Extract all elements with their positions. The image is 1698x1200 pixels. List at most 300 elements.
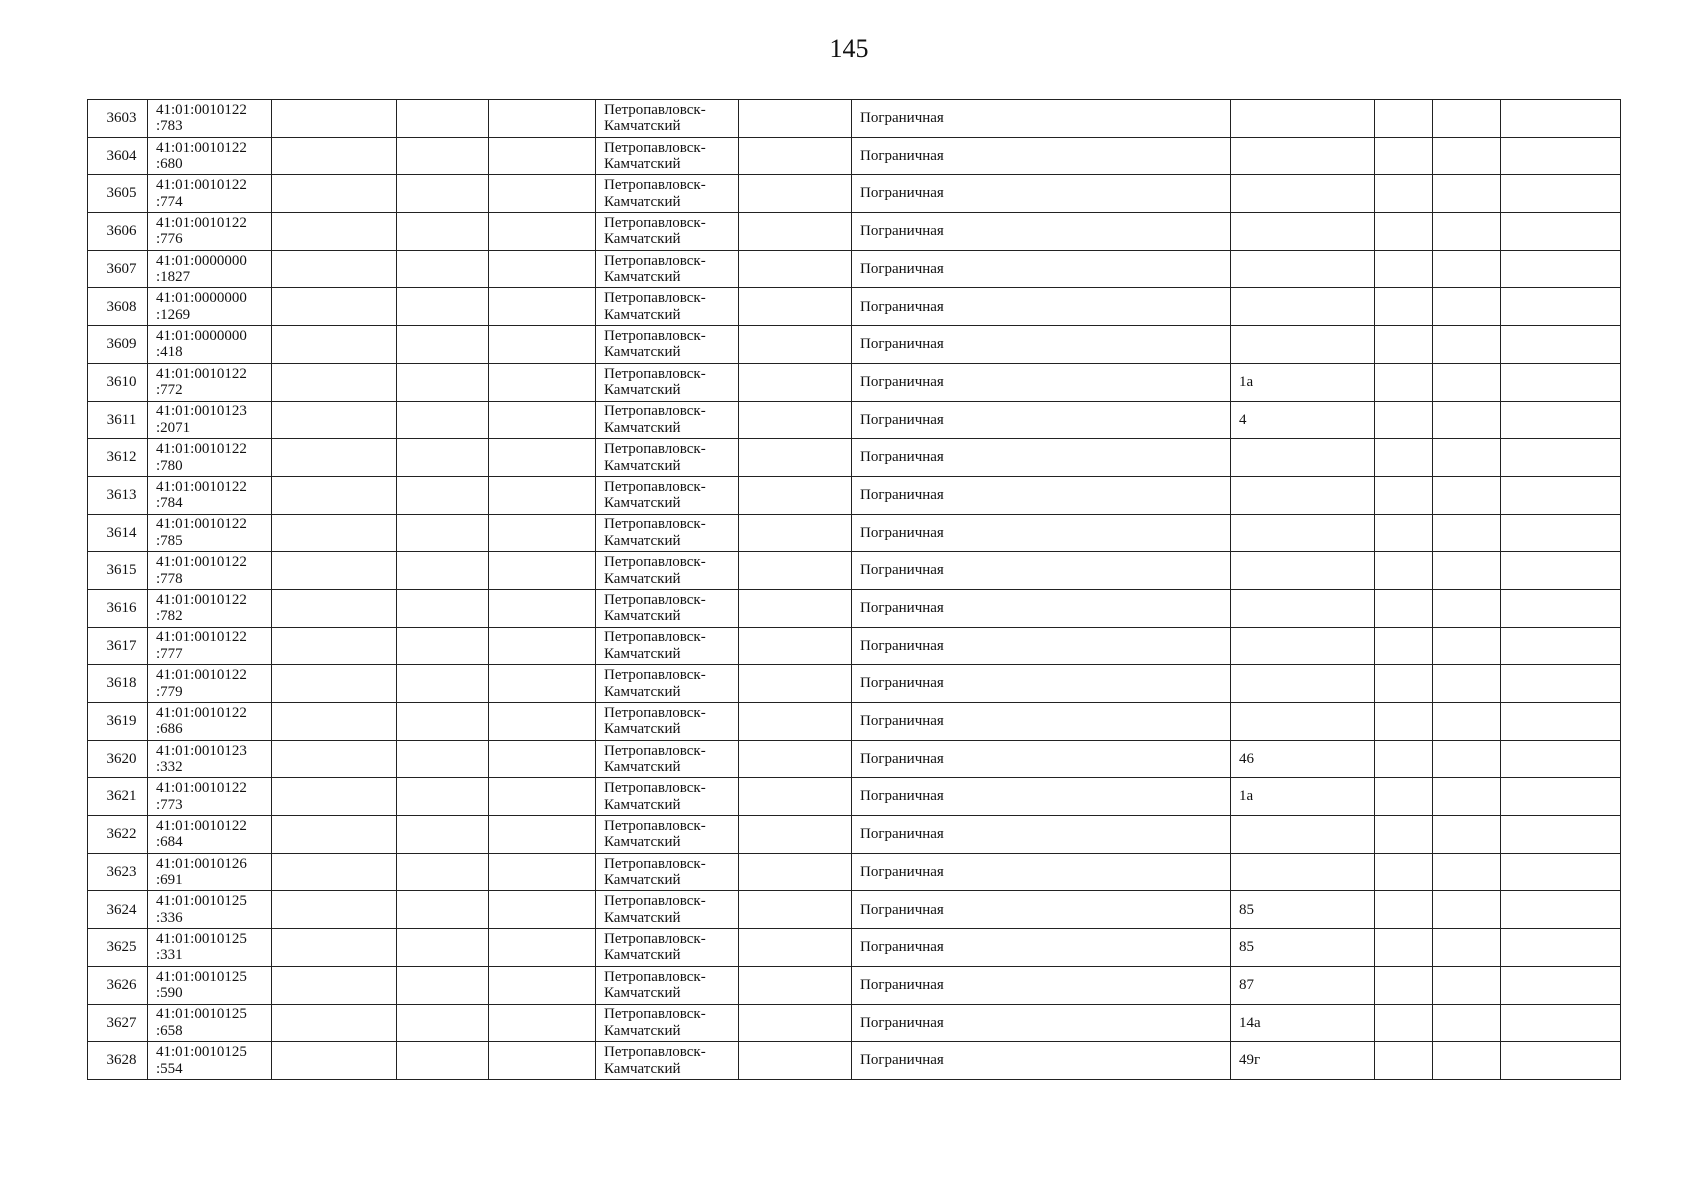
table-row [88, 100, 1621, 138]
row-number-cell: 3621 [88, 778, 148, 816]
table-row [88, 250, 1621, 288]
house-number-cell [1231, 627, 1375, 665]
empty-cell [489, 476, 596, 514]
city-line2: Камчатский [604, 834, 681, 851]
city-line1: Петропавловск- [604, 780, 706, 797]
city-line1: Петропавловск- [604, 704, 706, 721]
table-row [88, 966, 1621, 1004]
city-line1: Петропавловск- [604, 629, 706, 646]
empty-cell [272, 1042, 397, 1080]
empty-cell [1375, 1042, 1433, 1080]
empty-cell [1501, 363, 1621, 401]
empty-cell [272, 100, 397, 138]
empty-cell [1375, 703, 1433, 741]
street-cell: Пограничная [852, 816, 1231, 854]
city-cell [596, 175, 739, 213]
empty-cell [1501, 740, 1621, 778]
city-cell [596, 514, 739, 552]
empty-cell [397, 665, 489, 703]
city-cell [596, 966, 739, 1004]
city-line2: Камчатский [604, 909, 681, 926]
row-number-cell: 3628 [88, 1042, 148, 1080]
empty-cell [739, 665, 852, 703]
cadastral-number-cell [148, 665, 272, 703]
table-row [88, 665, 1621, 703]
city-cell [596, 476, 739, 514]
cadastral-number-part1: 41:01:0010123 [156, 742, 247, 759]
cadastral-number-cell [148, 213, 272, 251]
cadastral-number-part2: :686 [156, 721, 183, 738]
empty-cell [1501, 326, 1621, 364]
empty-cell [1433, 891, 1501, 929]
empty-cell [739, 363, 852, 401]
row-number-cell: 3624 [88, 891, 148, 929]
empty-cell [272, 589, 397, 627]
empty-cell [739, 703, 852, 741]
empty-cell [489, 1042, 596, 1080]
city-line2: Камчатский [604, 683, 681, 700]
table-row [88, 703, 1621, 741]
empty-cell [489, 929, 596, 967]
empty-cell [489, 740, 596, 778]
row-number-cell: 3603 [88, 100, 148, 138]
empty-cell [397, 966, 489, 1004]
empty-cell [1501, 853, 1621, 891]
cadastral-number-cell [148, 100, 272, 138]
empty-cell [397, 740, 489, 778]
empty-cell [272, 665, 397, 703]
row-number-cell: 3605 [88, 175, 148, 213]
house-number-cell [1231, 476, 1375, 514]
street-cell: Пограничная [852, 1004, 1231, 1042]
cadastral-number-part2: :332 [156, 759, 183, 776]
street-cell: Пограничная [852, 363, 1231, 401]
empty-cell [1433, 1042, 1501, 1080]
street-cell: Пограничная [852, 213, 1231, 251]
empty-cell [739, 288, 852, 326]
city-cell [596, 250, 739, 288]
street-cell: Пограничная [852, 288, 1231, 326]
empty-cell [739, 1042, 852, 1080]
house-number-cell [1231, 439, 1375, 477]
empty-cell [272, 476, 397, 514]
table-row [88, 514, 1621, 552]
empty-cell [489, 363, 596, 401]
empty-cell [397, 627, 489, 665]
city-line1: Петропавловск- [604, 177, 706, 194]
cadastral-number-cell [148, 740, 272, 778]
city-line2: Камчатский [604, 193, 681, 210]
row-number-cell: 3615 [88, 552, 148, 590]
city-line1: Петропавловск- [604, 101, 706, 118]
empty-cell [1501, 476, 1621, 514]
city-line1: Петропавловск- [604, 893, 706, 910]
table-row [88, 778, 1621, 816]
empty-cell [397, 853, 489, 891]
empty-cell [489, 891, 596, 929]
city-line1: Петропавловск- [604, 591, 706, 608]
cadastral-number-cell [148, 514, 272, 552]
empty-cell [1433, 929, 1501, 967]
empty-cell [1433, 627, 1501, 665]
empty-cell [1375, 589, 1433, 627]
cadastral-number-cell [148, 401, 272, 439]
cadastral-number-part1: 41:01:0010122 [156, 780, 247, 797]
empty-cell [1433, 137, 1501, 175]
cadastral-number-cell [148, 853, 272, 891]
cadastral-number-part1: 41:01:0010122 [156, 554, 247, 571]
cadastral-number-cell [148, 363, 272, 401]
row-number-cell: 3618 [88, 665, 148, 703]
house-number-cell [1231, 552, 1375, 590]
empty-cell [1501, 929, 1621, 967]
empty-cell [1501, 137, 1621, 175]
empty-cell [272, 288, 397, 326]
empty-cell [489, 966, 596, 1004]
empty-cell [1375, 250, 1433, 288]
house-number-cell [1231, 816, 1375, 854]
empty-cell [397, 589, 489, 627]
empty-cell [272, 891, 397, 929]
street-cell: Пограничная [852, 514, 1231, 552]
cadastral-number-cell [148, 589, 272, 627]
city-line1: Петропавловск- [604, 1006, 706, 1023]
row-number-cell: 3612 [88, 439, 148, 477]
cadastral-number-cell [148, 250, 272, 288]
city-cell [596, 401, 739, 439]
empty-cell [1375, 326, 1433, 364]
empty-cell [489, 552, 596, 590]
street-cell: Пограничная [852, 665, 1231, 703]
city-cell [596, 439, 739, 477]
city-line2: Камчатский [604, 872, 681, 889]
empty-cell [1501, 1004, 1621, 1042]
empty-cell [1375, 363, 1433, 401]
cadastral-number-cell [148, 1042, 272, 1080]
city-cell [596, 703, 739, 741]
empty-cell [1433, 100, 1501, 138]
cadastral-number-part2: :782 [156, 608, 183, 625]
house-number-cell: 1а [1231, 363, 1375, 401]
empty-cell [1375, 288, 1433, 326]
empty-cell [1375, 627, 1433, 665]
table-row [88, 288, 1621, 326]
city-line1: Петропавловск- [604, 327, 706, 344]
empty-cell [397, 439, 489, 477]
row-number-cell: 3611 [88, 401, 148, 439]
empty-cell [489, 589, 596, 627]
street-cell: Пограничная [852, 740, 1231, 778]
empty-cell [1433, 476, 1501, 514]
empty-cell [397, 514, 489, 552]
cadastral-number-part1: 41:01:0010122 [156, 667, 247, 684]
cadastral-number-part2: :691 [156, 872, 183, 889]
empty-cell [1433, 589, 1501, 627]
cadastral-number-part2: :331 [156, 947, 183, 964]
street-cell: Пограничная [852, 250, 1231, 288]
empty-cell [397, 288, 489, 326]
house-number-cell [1231, 589, 1375, 627]
cadastral-number-cell [148, 288, 272, 326]
empty-cell [272, 401, 397, 439]
city-cell [596, 665, 739, 703]
empty-cell [739, 213, 852, 251]
house-number-cell [1231, 853, 1375, 891]
house-number-cell: 49г [1231, 1042, 1375, 1080]
house-number-cell [1231, 288, 1375, 326]
city-line2: Камчатский [604, 985, 681, 1002]
city-line1: Петропавловск- [604, 667, 706, 684]
table-row [88, 401, 1621, 439]
empty-cell [397, 891, 489, 929]
empty-cell [1375, 929, 1433, 967]
empty-cell [1501, 966, 1621, 1004]
cadastral-number-part2: :776 [156, 231, 183, 248]
city-line1: Петропавловск- [604, 290, 706, 307]
house-number-cell [1231, 213, 1375, 251]
cadastral-number-part2: :590 [156, 985, 183, 1002]
row-number-cell: 3626 [88, 966, 148, 1004]
city-line1: Петропавловск- [604, 742, 706, 759]
cadastral-number-part1: 41:01:0010122 [156, 478, 247, 495]
table-row [88, 363, 1621, 401]
empty-cell [739, 589, 852, 627]
cadastral-number-part1: 41:01:0010125 [156, 968, 247, 985]
empty-cell [1501, 213, 1621, 251]
empty-cell [739, 401, 852, 439]
cadastral-number-part1: 41:01:0000000 [156, 290, 247, 307]
empty-cell [1501, 250, 1621, 288]
house-number-cell [1231, 665, 1375, 703]
empty-cell [1501, 175, 1621, 213]
city-line1: Петропавловск- [604, 1044, 706, 1061]
row-number-cell: 3613 [88, 476, 148, 514]
city-line2: Камчатский [604, 457, 681, 474]
empty-cell [489, 439, 596, 477]
row-number-cell: 3606 [88, 213, 148, 251]
empty-cell [1433, 816, 1501, 854]
city-line1: Петропавловск- [604, 403, 706, 420]
street-cell: Пограничная [852, 627, 1231, 665]
empty-cell [397, 326, 489, 364]
street-cell: Пограничная [852, 853, 1231, 891]
row-number-cell: 3608 [88, 288, 148, 326]
row-number-cell: 3607 [88, 250, 148, 288]
cadastral-number-part2: :1827 [156, 269, 191, 286]
street-cell: Пограничная [852, 891, 1231, 929]
street-cell: Пограничная [852, 703, 1231, 741]
city-line2: Камчатский [604, 156, 681, 173]
empty-cell [1375, 665, 1433, 703]
city-line2: Камчатский [604, 344, 681, 361]
cadastral-number-part1: 41:01:0000000 [156, 252, 247, 269]
cadastral-number-part2: :772 [156, 382, 183, 399]
city-line2: Камчатский [604, 231, 681, 248]
empty-cell [489, 100, 596, 138]
empty-cell [397, 401, 489, 439]
empty-cell [272, 175, 397, 213]
city-line2: Камчатский [604, 269, 681, 286]
cadastral-number-part1: 41:01:0000000 [156, 327, 247, 344]
row-number-cell: 3627 [88, 1004, 148, 1042]
empty-cell [397, 363, 489, 401]
empty-cell [272, 627, 397, 665]
city-line2: Камчатский [604, 645, 681, 662]
empty-cell [272, 552, 397, 590]
empty-cell [1375, 552, 1433, 590]
empty-cell [489, 326, 596, 364]
empty-cell [739, 816, 852, 854]
table-row [88, 1042, 1621, 1080]
empty-cell [489, 401, 596, 439]
empty-cell [739, 552, 852, 590]
house-number-cell: 85 [1231, 929, 1375, 967]
cadastral-number-part1: 41:01:0010122 [156, 441, 247, 458]
table-row [88, 627, 1621, 665]
cadastral-number-part1: 41:01:0010125 [156, 893, 247, 910]
street-cell: Пограничная [852, 175, 1231, 213]
empty-cell [1375, 816, 1433, 854]
cadastral-number-part2: :783 [156, 118, 183, 135]
empty-cell [739, 627, 852, 665]
empty-cell [1433, 778, 1501, 816]
page-number: 145 [829, 34, 869, 63]
empty-cell [1501, 552, 1621, 590]
cadastral-number-part2: :1269 [156, 306, 191, 323]
street-cell: Пограничная [852, 439, 1231, 477]
cadastral-number-part2: :778 [156, 570, 183, 587]
city-line1: Петропавловск- [604, 968, 706, 985]
empty-cell [1433, 740, 1501, 778]
city-cell [596, 589, 739, 627]
cadastral-number-part1: 41:01:0010123 [156, 403, 247, 420]
city-line2: Камчатский [604, 1022, 681, 1039]
table-row [88, 326, 1621, 364]
city-line2: Камчатский [604, 721, 681, 738]
city-line2: Камчатский [604, 759, 681, 776]
street-cell: Пограничная [852, 552, 1231, 590]
city-cell [596, 288, 739, 326]
city-line1: Петропавловск- [604, 554, 706, 571]
empty-cell [739, 100, 852, 138]
cadastral-number-cell [148, 175, 272, 213]
empty-cell [272, 514, 397, 552]
street-cell: Пограничная [852, 929, 1231, 967]
empty-cell [1375, 740, 1433, 778]
city-cell [596, 778, 739, 816]
empty-cell [272, 326, 397, 364]
cadastral-number-part1: 41:01:0010122 [156, 101, 247, 118]
empty-cell [397, 100, 489, 138]
empty-cell [739, 966, 852, 1004]
city-line2: Камчатский [604, 796, 681, 813]
empty-cell [1433, 288, 1501, 326]
empty-cell [489, 514, 596, 552]
cadastral-number-part1: 41:01:0010122 [156, 139, 247, 156]
cadastral-number-part2: :779 [156, 683, 183, 700]
street-cell: Пограничная [852, 401, 1231, 439]
cadastral-number-part2: :773 [156, 796, 183, 813]
city-line2: Камчатский [604, 570, 681, 587]
cadastral-number-part2: :785 [156, 532, 183, 549]
empty-cell [1501, 703, 1621, 741]
row-number-cell: 3622 [88, 816, 148, 854]
empty-cell [489, 853, 596, 891]
city-cell [596, 627, 739, 665]
empty-cell [1433, 363, 1501, 401]
empty-cell [1433, 439, 1501, 477]
empty-cell [1501, 891, 1621, 929]
city-line1: Петропавловск- [604, 139, 706, 156]
city-cell [596, 853, 739, 891]
house-number-cell: 14а [1231, 1004, 1375, 1042]
city-line2: Камчатский [604, 947, 681, 964]
table-row [88, 589, 1621, 627]
house-number-cell: 4 [1231, 401, 1375, 439]
empty-cell [1501, 627, 1621, 665]
city-line2: Камчатский [604, 608, 681, 625]
empty-cell [272, 439, 397, 477]
city-line2: Камчатский [604, 419, 681, 436]
empty-cell [489, 137, 596, 175]
cadastral-number-part2: :2071 [156, 419, 191, 436]
city-cell [596, 816, 739, 854]
row-number-cell: 3617 [88, 627, 148, 665]
city-line1: Петропавловск- [604, 855, 706, 872]
city-line2: Камчатский [604, 532, 681, 549]
cadastral-number-cell [148, 326, 272, 364]
empty-cell [489, 703, 596, 741]
empty-cell [272, 740, 397, 778]
cadastral-number-cell [148, 778, 272, 816]
empty-cell [397, 213, 489, 251]
empty-cell [272, 137, 397, 175]
empty-cell [1501, 816, 1621, 854]
empty-cell [1501, 1042, 1621, 1080]
cadastral-number-part1: 41:01:0010125 [156, 1044, 247, 1061]
city-cell [596, 213, 739, 251]
row-number-cell: 3625 [88, 929, 148, 967]
cadastral-number-cell [148, 703, 272, 741]
cadastral-number-part1: 41:01:0010125 [156, 930, 247, 947]
house-number-cell [1231, 326, 1375, 364]
empty-cell [1375, 966, 1433, 1004]
empty-cell [1501, 100, 1621, 138]
empty-cell [1501, 665, 1621, 703]
city-cell [596, 100, 739, 138]
empty-cell [272, 966, 397, 1004]
empty-cell [397, 1042, 489, 1080]
empty-cell [1433, 853, 1501, 891]
empty-cell [397, 816, 489, 854]
empty-cell [1375, 853, 1433, 891]
table-row [88, 740, 1621, 778]
empty-cell [489, 288, 596, 326]
cadastral-number-part2: :777 [156, 645, 183, 662]
empty-cell [739, 853, 852, 891]
empty-cell [1433, 175, 1501, 213]
empty-cell [739, 250, 852, 288]
registry-table [87, 99, 1621, 1080]
cadastral-number-cell [148, 966, 272, 1004]
empty-cell [1375, 514, 1433, 552]
cadastral-number-part2: :774 [156, 193, 183, 210]
street-cell: Пограничная [852, 589, 1231, 627]
empty-cell [739, 514, 852, 552]
empty-cell [1433, 966, 1501, 1004]
empty-cell [489, 175, 596, 213]
table-row [88, 1004, 1621, 1042]
